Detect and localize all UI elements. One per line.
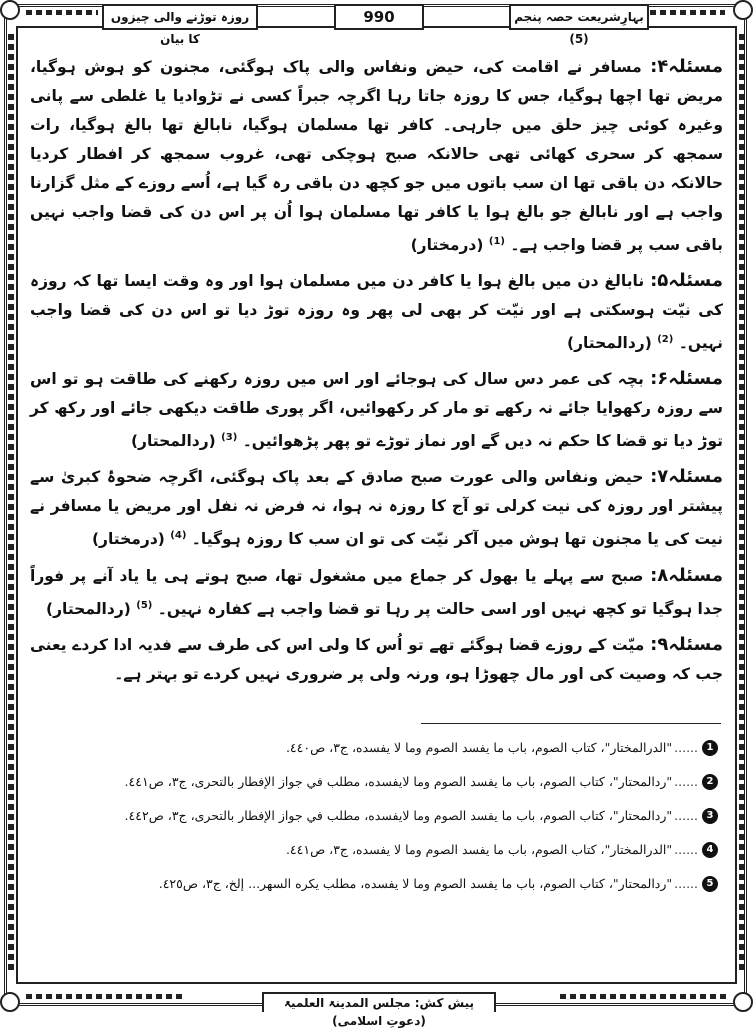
book-title: بہارِشریعت حصہ پنجم (5) (509, 4, 649, 30)
reference: (درمختار) (91, 530, 165, 549)
footnote-marker[interactable]: (5) (136, 599, 153, 611)
reference: (ردالمحتار) (130, 432, 216, 451)
masala-9 (30, 630, 723, 689)
footnotes (30, 735, 718, 905)
footnote-divider (421, 723, 721, 724)
masala-label: مسئلہ۸: (650, 564, 723, 586)
footnote-number: 2 (702, 774, 718, 790)
reference: (درمختار) (410, 236, 484, 255)
masala-text: بچہ کی عمر دس سال کی ہوجائے اور اس میں روزہ رکھنے کی طاقت ہو تو اس سے روزہ رکھوایا جائے نہ رکھے تو مار کر رکھوائیں، اگر پوری طاقت دیکھی جائے اور رکھ کر توڑ دیا تو قضا کا حکم نہ دیں گے اور نماز توڑے تو پھر پڑھوائیں۔ (30, 370, 723, 451)
main-text (30, 52, 723, 695)
footnote-dots: ...... (674, 808, 698, 823)
corner-ornament (0, 992, 20, 1012)
footnote-item (30, 837, 718, 863)
footnote-marker[interactable]: (2) (657, 334, 674, 346)
masala-label: مسئلہ۴: (650, 56, 723, 77)
footnote-item (30, 735, 718, 761)
reference: (ردالمحتار) (566, 334, 652, 353)
footnote-item (30, 871, 718, 897)
publisher-credit: پیش کش: مجلس المدینۃ العلمیۃ (دعوتِ اسلامی) (262, 992, 496, 1012)
footnote-text: "الدرالمختار"، كتاب الصوم، باب ما يفسد الصوم وما لا يفسده، ج٣، ص٤٤١. (285, 842, 673, 857)
masala-label: مسئلہ۵: (650, 270, 723, 292)
masala-text: صبح سے پہلے یا بھول کر جماع میں مشغول تھا، صبح ہوتے ہی یا یاد آنے پر فوراً جدا ہوگیا تو کچھ نہیں اور اسی حالت پر رہا تو قضا واجب ہے کفارہ نہیں۔ (30, 566, 723, 618)
footnote-dots: ...... (674, 876, 698, 891)
footnote-dots: ...... (674, 740, 698, 755)
footnote-text: "ردالمحتار"، كتاب الصوم، باب ما يفسد الصوم وما لايفسده، مطلب في جواز الإفطار بالتحرى، ج٣، ص٤٤١. (124, 774, 673, 789)
footnote-number: 3 (702, 808, 718, 824)
footnote-dots: ...... (674, 774, 698, 789)
footnote-item (30, 769, 718, 795)
bottom-border-pattern (26, 994, 186, 999)
footnote-text: "ردالمحتار"، كتاب الصوم، باب ما يفسد الصوم وما لايفسده، مطلب في جواز الإفطار بالتحرى، ج٣، ص٤٤٢. (124, 808, 673, 823)
footnote-number: 1 (702, 740, 718, 756)
footnote-dots: ...... (674, 842, 698, 857)
footnote-number: 4 (702, 842, 718, 858)
masala-text: نابالغ دن میں بالغ ہوا یا کافر دن میں مسلمان ہوا اور وہ وقت ایسا تھا کہ روزہ کی نیّت ہوسکتی ہے اور نیّت کر بھی لی پھر وہ روزہ توڑ دیا تو اس دن کی قضا واجب نہیں۔ (30, 272, 723, 353)
masala-4 (30, 52, 723, 260)
reference: (ردالمحتار) (46, 599, 131, 618)
footnote-marker[interactable]: (1) (488, 236, 505, 247)
footnote-marker[interactable]: (4) (170, 530, 187, 542)
footnote-marker[interactable]: (3) (221, 432, 238, 444)
left-border-pattern (8, 34, 14, 974)
right-border-pattern (739, 34, 745, 974)
masala-5 (30, 266, 723, 358)
chapter-title: روزہ توڑنے والی چیزوں کا بیان (102, 4, 258, 30)
masala-7 (30, 462, 723, 554)
masala-6 (30, 364, 723, 456)
masala-8 (30, 561, 723, 624)
footnote-item (30, 803, 718, 829)
masala-text: مسافر نے اقامت کی، حیض ونفاس والی پاک ہوگئی، مجنون کو ہوش ہوگیا، مریض تھا اچھا ہوگیا، جس کا روزہ جاتا رہا اگرچہ جبراً کسی نے تڑوادیا یا غلطی سے پانی وغیرہ کوئی چیز حلق میں جارہی۔ کافر تھا مسلمان ہوگیا، نابالغ تھا بالغ ہوگیا، رات سمجھ کر سحری کھائی تھی حالانکہ صبح ہوچکی تھی، غروب سمجھ کر افطار کردیا حالانکہ دن باقی تھا ان سب باتوں میں جو کچھ دن باقی رہ گیا ہے، اُسے روزے کے مثل گزارنا واجب ہے اور نابالغ جو بالغ ہوا یا کافر تھا مسلمان ہوا اُن پر اس دن کی قضا واجب نہیں باقی سب پر قضا واجب ہے۔ (30, 58, 723, 255)
page-number: 990 (334, 4, 424, 30)
footnote-text: "ردالمحتار"، كتاب الصوم، باب ما يفسد الصوم وما لا يفسده، مطلب يكره السهر... إلخ، ج٣، ص٤٢٥. (158, 876, 673, 891)
masala-label: مسئلہ۹: (650, 633, 724, 655)
masala-text: میّت کے روزے قضا ہوگئے تھے تو اُس کا ولی اس کی طرف سے فدیہ ادا کردے یعنی جب کہ وصیت کی اور مال چھوڑا ہو، ورنہ ولی پر ضروری نہیں کردے تو بہتر ہے۔ (30, 635, 723, 683)
footnote-text: "الدرالمختار"، كتاب الصوم، باب ما يفسد الصوم وما لا يفسده، ج٣، ص٤٤٠. (285, 740, 673, 755)
footnote-number: 5 (702, 876, 718, 892)
masala-label: مسئلہ۷: (650, 466, 723, 488)
masala-text: حیض ونفاس والی عورت صبح صادق کے بعد پاک ہوگئی، اگرچہ ضحوۂ کبریٰ سے پیشتر اور روزہ کی نیت کرلی تو آج کا روزہ نہ ہوا، نہ فرض نہ نفل اور مریض یا مسافر نے نیت کی یا مجنون تھا ہوش میں آکر نیّت کی تو ان سب کا روزہ ہوگیا۔ (30, 468, 723, 549)
page-header (0, 4, 753, 46)
bottom-border-pattern-right (560, 994, 730, 999)
corner-ornament (733, 992, 753, 1012)
masala-label: مسئلہ۶: (650, 368, 723, 390)
